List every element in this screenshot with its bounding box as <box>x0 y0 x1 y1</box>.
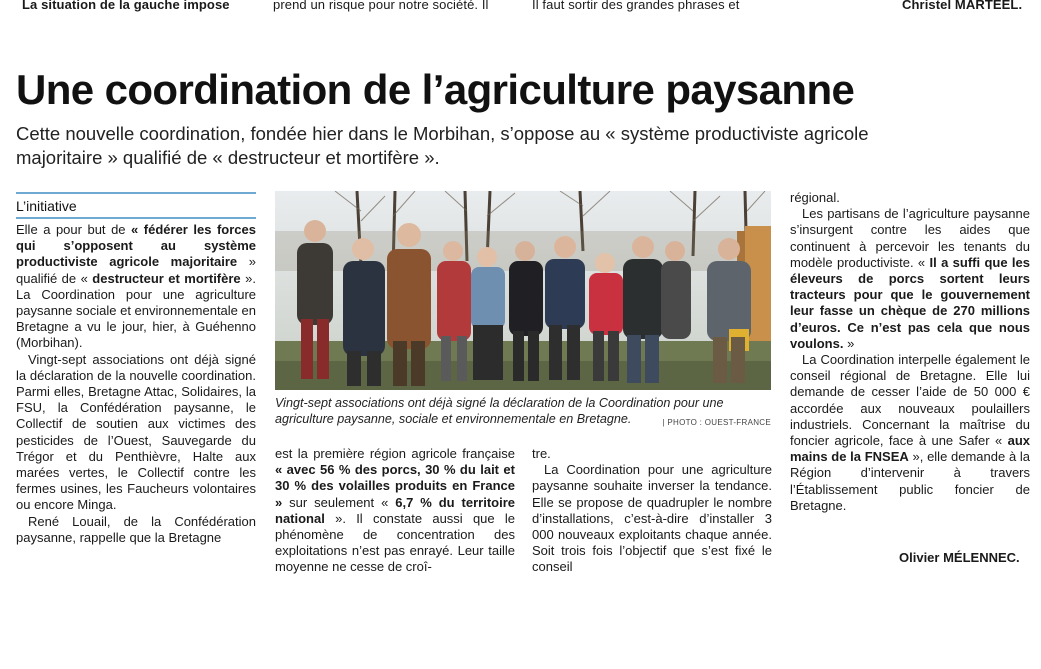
paragraph: La Coordination pour une agriculture paysanne souhaite inverser la tendance. Elle se propose de quadrupler le nombre d’installations, c’est-à-dire d’installer 3 000 nouveaux exploitants chaque année. Soit trois fois l’objectif que s’est fixé le conseil <box>532 462 772 575</box>
top-strip-text-3: Il faut sortir des grandes phrases et <box>532 0 740 12</box>
photo-credit: | PHOTO : OUEST-FRANCE <box>662 418 771 427</box>
text-run: La Coordination interpelle également le conseil régional de Bretagne. Elle lui demande de cesser l’aide de 50 000 € accordée aux nouveaux poulaillers industriels. Concernant la maîtrise du foncier agricole, face à une Safer « <box>790 352 1030 449</box>
text-run: ». Il constate aussi que le phénomène de concentration des exploitations n’est pas enrayé. Leur taille moyenne ne cesse de croî- <box>275 510 515 575</box>
photo-caption <box>275 395 771 431</box>
headline: Une coordination de l’agriculture paysanne <box>16 66 855 113</box>
article-column-2 <box>275 446 515 576</box>
article-photo <box>275 191 771 390</box>
quote-bold: « avec 56 % des porcs, 30 % du lait et 30 % des volailles produits en France » <box>275 462 515 510</box>
quote-bold: « fédérer les forces qui s’opposent au système productiviste agricole majoritaire <box>16 222 256 270</box>
paragraph: Vingt-sept associations ont déjà signé la déclaration de la nouvelle coordination. Parmi elles, Bretagne Attac, Solidaires, la FSU, la Confédération paysanne, le Collectif de soutien aux victimes des pesticides de l’Ouest, Sauvegarde du Trégor et du Penthièvre, Halte aux marées vertes, le Collectif contre les fermes usines, les Faucheurs volontaires ou encore Minga. <box>16 351 256 513</box>
paragraph <box>790 206 1030 352</box>
paragraph: tre. <box>532 446 551 461</box>
text-run: » qualifié de « <box>16 254 256 286</box>
paragraph <box>16 222 256 352</box>
text-run: » <box>843 335 855 351</box>
article-column-1 <box>16 222 256 546</box>
text-run: », elle demande à la Région d’intervenir à travers l’Établissement public foncier de Bretagne. <box>790 449 1030 513</box>
article-column-4 <box>790 190 1030 514</box>
quote-bold: Il a suffi que les éleveurs de porcs sortent leurs tracteurs pour que le gouvernement leur fasse un chèque de 270 millions d’euros. Ce n’est pas cela que nous voulons. <box>790 254 1030 351</box>
quote-bold: destructeur et mortifère <box>92 270 241 286</box>
quote-bold: aux mains de la FNSEA <box>790 433 1030 465</box>
text-run: Les partisans de l’agriculture paysanne s’insurgent contre les aides que continuent à percevoir les tenants du modèle productiviste. « <box>790 206 1030 270</box>
top-strip-text-1: La situation de la gauche impose <box>22 0 230 12</box>
rubric-bottom-rule <box>16 217 256 219</box>
caption-text: Vingt-sept associations ont déjà signé la déclaration de la Coordination pour une agriculture paysanne, sociale et environnementale en Bretagne. <box>275 396 724 426</box>
chapo: Cette nouvelle coordination, fondée hier dans le Morbihan, s’oppose au « système productiviste agricole majoritaire » qualifié de « destructeur et mortifère ». <box>16 123 869 168</box>
text-run: Elle a pour but de <box>16 222 132 237</box>
paragraph: régional. <box>790 190 840 205</box>
paragraph <box>790 352 1030 514</box>
paragraph: René Louail, de la Confédération paysanne, rappelle que la Bretagne <box>16 513 256 545</box>
author-signature: Olivier MÉLENNEC. <box>899 550 1020 565</box>
text-run: sur seulement « <box>282 494 396 510</box>
quote-bold: 6,7 % du territoire national <box>275 494 516 526</box>
top-strip-text-2: prend un risque pour notre société. Il <box>273 0 489 12</box>
rubric-label: L’initiative <box>16 198 77 214</box>
top-strip-signature: Christel MARTEEL. <box>902 0 1023 12</box>
paragraph <box>275 446 515 576</box>
text-run: ». La Coordination pour une agriculture paysanne sociale et environnementale en Bretagne a vu le jour, hier, à Guéhenno (Morbihan). <box>16 270 256 351</box>
group-photo-illustration <box>275 191 771 390</box>
rubric-top-rule <box>16 192 256 194</box>
article-column-3 <box>532 446 772 576</box>
text-run: est la première région agricole française <box>275 446 515 461</box>
